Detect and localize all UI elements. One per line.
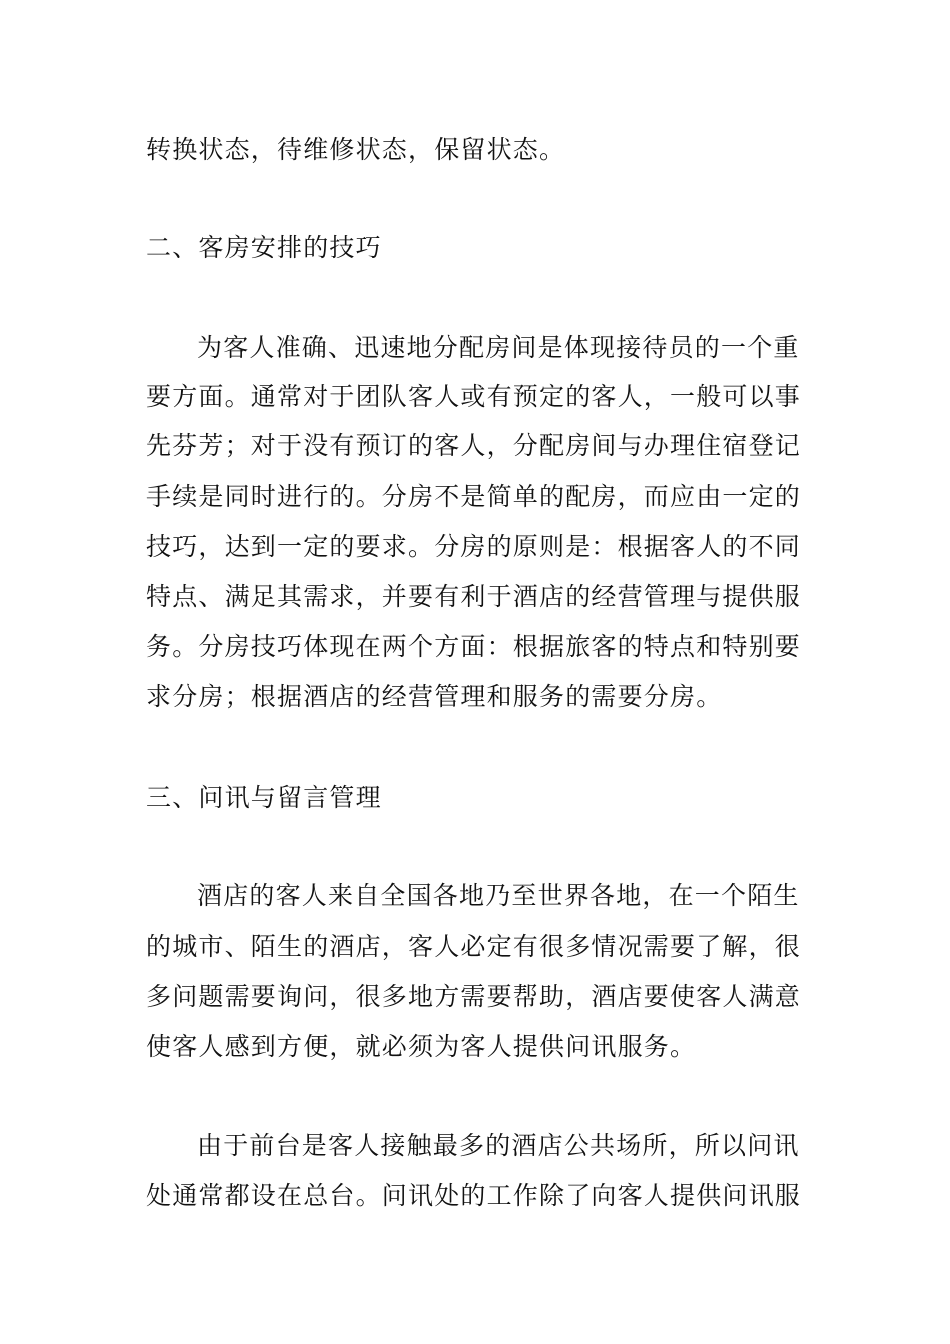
paragraph-line: 务。分房技巧体现在两个方面：根据旅客的特点和特别要 xyxy=(146,632,802,661)
intro-line: 转换状态，待维修状态，保留状态。 xyxy=(146,135,566,164)
paragraph-line: 手续是同时进行的。分房不是简单的配房，而应由一定的 xyxy=(146,482,802,511)
paragraph-line: 为客人准确、迅速地分配房间是体现接待员的一个重 xyxy=(197,333,800,362)
paragraph-line: 由于前台是客人接触最多的酒店公共场所，所以问讯 xyxy=(197,1131,800,1160)
section-3-heading: 三、问讯与留言管理 xyxy=(146,783,382,812)
paragraph-line: 特点、满足其需求，并要有利于酒店的经营管理与提供服 xyxy=(146,582,802,611)
section-2-heading: 二、客房安排的技巧 xyxy=(146,233,382,262)
paragraph-line: 处通常都设在总台。问讯处的工作除了向客人提供问讯服 xyxy=(146,1181,802,1210)
paragraph-line: 求分房；根据酒店的经营管理和服务的需要分房。 xyxy=(146,682,723,711)
paragraph-line: 技巧，达到一定的要求。分房的原则是：根据客人的不同 xyxy=(146,532,802,561)
paragraph-line: 的城市、陌生的酒店，客人必定有很多情况需要了解，很 xyxy=(146,932,802,961)
paragraph-line: 先芬芳；对于没有预订的客人，分配房间与办理住宿登记 xyxy=(146,431,802,460)
paragraph-line: 酒店的客人来自全国各地乃至世界各地，在一个陌生 xyxy=(197,881,800,910)
paragraph-line: 使客人感到方便，就必须为客人提供问讯服务。 xyxy=(146,1032,697,1061)
paragraph-line: 要方面。通常对于团队客人或有预定的客人，一般可以事 xyxy=(146,382,802,411)
paragraph-line: 多问题需要询问，很多地方需要帮助，酒店要使客人满意 xyxy=(146,982,802,1011)
